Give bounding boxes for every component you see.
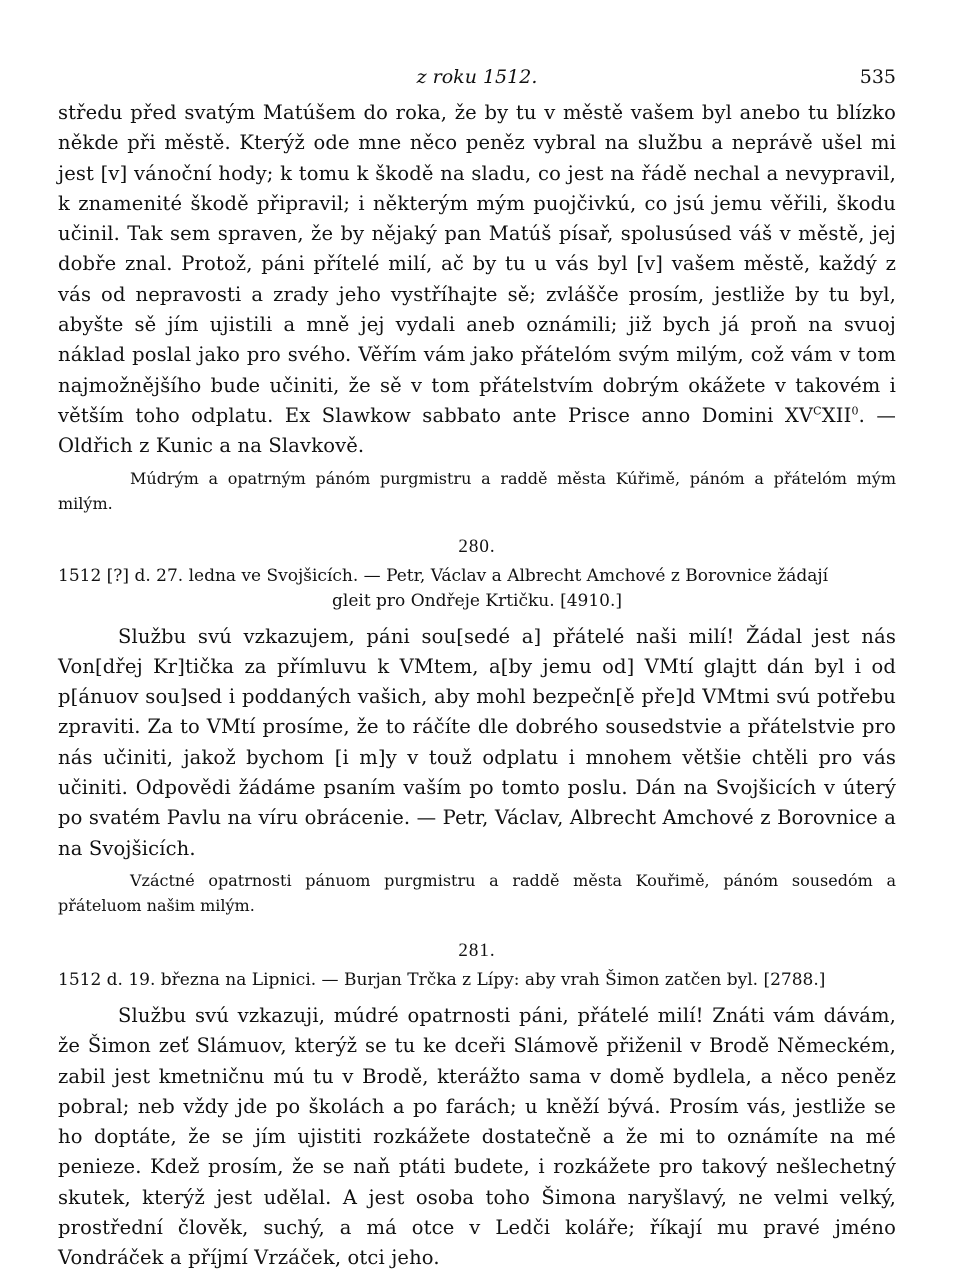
document-number-280: 280. bbox=[458, 535, 496, 557]
running-title: z roku 1512. bbox=[416, 66, 538, 88]
regest-line-1: 1512 [?] d. 27. ledna ve Svojšicích. — Petr, Václav a Albrecht Amchové z Borovnice žádají bbox=[58, 565, 829, 586]
document-number-281: 281. bbox=[458, 939, 496, 961]
document-281-body: Službu svú vzkazuji, múdré opatrnosti páni, přátelé milí! Znáti vám dávám, že Šimon zeť Slámuov, kterýž se tu ke dceři Slámově přiženil v Brodě Německém, zabil jest kmetničnu mú tu v Brodě, kterážto sama v domě bydlela, a něco peněz pobral; neb vždy jde po školách a po farách; u kněží bývá. Prosím vás, jestliže se ho doptáte, že se jím ujistiti rozkážete dostatečně a že mi to oznámíte na mé penieze. Kdež prosím, že se naň ptáti budete, i rozkážete pro takový nešlechetný skutek, kterýž jest udělal. A jest osoba toho Šimona naryšlavý, ne velmi velký, prostřední člověk, suchý, a má otce v Ledči koláře; říkají mu pravé jméno Vondráček a příjmí Vrzáček, otci jeho. bbox=[58, 1003, 896, 1270]
continuation-address: Múdrým a opatrným pánóm purgmistru a raddě města Kúřimě, pánóm a přátelóm mým milým. bbox=[58, 468, 896, 513]
document-280-body: Službu svú vzkazujem, páni sou[sedé a] přátelé naši milí! Žádal jest nás Von[dřej Kr]tička za přímluvu k VMtem, a[by jemu od] VMtí glajtt dán byl i od p[ánuov sou]sed i poddaných vašich, aby mohl bezpečn[ě pře]d VMtmi svú potřebu zpraviti. Za to VMtí prosíme, že to ráčíte dle dobrého sousedstvie a přátelstvie pro nás učiniti, jakož bychom [i m]y v touž odplatu i mnohem většie chtěli pro vás učiniti. Odpovědi žádáme psaním vaším po tomto poslu. Dán na Svojšicích v úterý po svatém Pavlu na víru obrácenie. — Petr, Václav, Albrecht Amchové z Borovnice a na Svojšicích. bbox=[58, 624, 896, 860]
page-number: 535 bbox=[859, 66, 896, 88]
running-head bbox=[58, 58, 896, 98]
continuation-text: středu před svatým Matúšem do roka, že by tu v městě vašem byl anebo tu blízko někde při městě. Kterýž ode mne něco peněz vybral na službu a neprávě ušel mi jest [v] vánoční hody; k tomu k škodě na sladu, co jest na řádě nechal a nevypravil, k znamenité škodě připravil; i některým mým puojčivkú, co jsú jemu věřili, škodu učinil. Tak sem spraven, že by nějaký pan Matúš písař, spolusúsed váš v městě, jej dobře znal. Protož, páni přítelé milí, ač by tu u vás byl [v] vašem městě, každý z vás od nepravosti a zrady jeho vystříhajte sě; zvlášče prosím, jestliže by tu byl, abyšte sě jím ujistili a mně jej vydali aneb oznámili; již bych já proň na svuoj náklad poslal jako pro svého. Věřím vám jako přátelóm svým milým, což vám v tom najmožnějšího bude učiniti, že sě v tom přátelstvím dobrým okážete v takovém i větším toho odplatu. Ex Slawkow sabbato ante Prisce anno Domini $XV^CXII^0$. — Oldřich z Kunic a na Slavkově. bbox=[58, 101, 896, 458]
regest-line: 1512 d. 19. března na Lipnici. — Burjan Trčka z Lípy: aby vrah Šimon zatčen byl. [2788.] bbox=[58, 969, 826, 990]
document-280-address: Vzáctné opatrnosti pánuom purgmistru a raddě města Kouřimě, pánóm sousedóm a přáteluom našim milým. bbox=[58, 870, 896, 915]
regest-line-2: gleit pro Ondřeje Krtičku. [4910.] bbox=[332, 590, 622, 611]
document-281-regest bbox=[58, 968, 896, 993]
document-280-regest bbox=[58, 564, 896, 614]
